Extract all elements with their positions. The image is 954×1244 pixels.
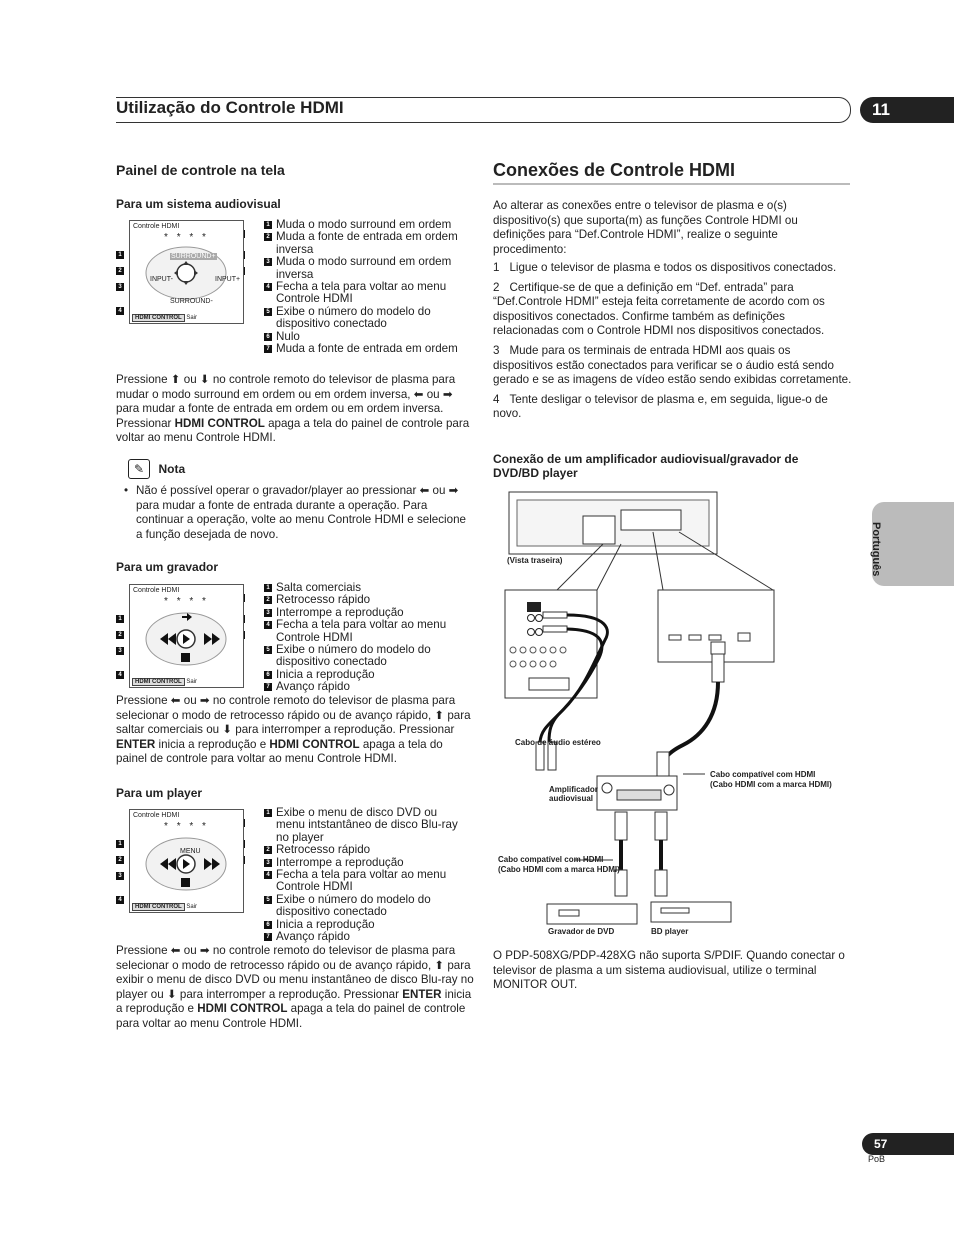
label-bd-player: BD player [651, 927, 689, 936]
legend-text: Avanço rápido [276, 680, 350, 694]
legend-text: Inicia a reprodução [276, 667, 375, 681]
legend-item [264, 256, 469, 281]
panel-num: 4 [116, 671, 124, 679]
right-arrow-icon: ➡ [199, 944, 210, 957]
panel-num: 2 [116, 631, 124, 639]
legend-item [264, 343, 469, 355]
panel-rec [129, 584, 244, 688]
legend-number: 6 [264, 333, 272, 341]
legend-text: Muda o modo surround em ordem [276, 218, 452, 231]
pencil-icon: ✎ [128, 459, 150, 479]
panel-foot [132, 679, 197, 685]
legend-text: Exibe o número do modelo do dispositivo conectado [276, 304, 431, 331]
panel-foot [132, 904, 197, 910]
joystick-icon [130, 243, 243, 303]
panel-rec-wrap [116, 584, 256, 690]
down-arrow-icon: ⬇ [166, 987, 177, 1001]
legend-text: Avanço rápido [276, 930, 350, 944]
panel-title: Controle HDMI [133, 587, 180, 594]
step-item [493, 344, 853, 388]
panel-num: 3 [116, 283, 124, 291]
left-arrow-icon: ⬅ [419, 484, 430, 497]
panel-exit: Sair [186, 904, 198, 910]
legend-item [264, 281, 469, 306]
para-recorder: Pressione ⬅ ou ➡ no controle remoto do televisor de plasma para selecionar o modo de retrocesso rápido ou de avanço rápido, ⬆ para saltar comerciais ou ⬇ para interromper a reprodução. Pressionar ENTER inicia a reprodução e HDMI CONTROL apaga a tela do painel de controle para voltar ao menu Controle HDMI. [116, 694, 471, 766]
left-arrow-icon: ⬅ [170, 694, 181, 707]
panel-stars: * * * * [164, 596, 209, 607]
panel-num: 4 [116, 307, 124, 315]
legend-number: 2 [264, 233, 272, 241]
legend-player [264, 807, 469, 943]
right-arrow-icon: ➡ [442, 387, 453, 401]
panel-num: 3 [116, 647, 124, 655]
panel-player [129, 809, 244, 913]
label-hdmi-cable-1b: (Cabo HDMI com a marca HDMI) [710, 780, 832, 789]
panel-right: INPUT+ [215, 276, 241, 283]
step-number: 1 [493, 261, 500, 274]
legend-text: Exibe o número do modelo do dispositivo conectado [276, 892, 431, 919]
label-hdmi-cable-1: Cabo compatível com HDMI [710, 770, 816, 779]
panel-num: 3 [116, 872, 124, 880]
step-item [493, 261, 853, 276]
step-text: Tente desligar o televisor de plasma e, em seguida, ligue-o de novo. [493, 392, 828, 421]
label-hdmi-cable-2b: (Cabo HDMI com a marca HDMI) [498, 865, 620, 874]
legend-text: Retrocesso rápido [276, 843, 371, 857]
panel-num: 4 [116, 896, 124, 904]
legend-number: 4 [264, 871, 272, 879]
legend-number: 3 [264, 258, 272, 266]
legend-item [264, 894, 469, 919]
heading-av: Para um sistema audiovisual [116, 197, 281, 211]
left-arrow-icon: ⬅ [170, 944, 181, 957]
legend-number: 7 [264, 933, 272, 941]
legend-item [264, 681, 469, 693]
panel-bottom: SURROUND- [170, 298, 213, 305]
legend-number: 2 [264, 846, 272, 854]
footer-note: O PDP-508XG/PDP-428XG não suporta S/PDIF. Quando conectar o televisor de plasma a um sistema audiovisual, utilize o terminal MONITOR OUT. [493, 949, 845, 992]
legend-number: 3 [264, 609, 272, 617]
heading-player: Para um player [116, 786, 203, 800]
step-number: 4 [493, 392, 500, 406]
hdmi-control-button[interactable]: HDMI CONTROL [132, 314, 185, 322]
panel-stars: * * * * [164, 232, 209, 243]
panel-foot [132, 315, 197, 321]
playback-control-icon [130, 832, 243, 892]
note-title: Nota [158, 462, 186, 477]
sub-heading-connection: Conexão de um amplificador audiovisual/gravador de DVD/BD player [493, 452, 799, 480]
page-title: Utilização do Controle HDMI [116, 98, 344, 117]
hdmi-control-button[interactable]: HDMI CONTROL [132, 903, 185, 911]
panel-top: MENU [180, 848, 201, 855]
legend-number: 2 [264, 596, 272, 604]
legend-text: Fecha a tela para voltar ao menu Controle HDMI [276, 618, 447, 644]
steps-list [493, 261, 853, 427]
para-av: Pressione ⬆ ou ⬇ no controle remoto do televisor de plasma para mudar o modo surround em ordem ou em ordem inversa, ⬅ ou ➡ para mudar a fonte de entrada em ordem ou em ordem inversa. Pressionar HDMI CONTROL apaga a tela do painel de controle para voltar ao menu Controle HDMI. [116, 373, 470, 445]
panel-num: 1 [116, 251, 124, 259]
hdmi-control-button[interactable]: HDMI CONTROL [132, 678, 185, 686]
down-arrow-icon: ⬇ [199, 373, 210, 386]
section-title-panel: Painel de controle na tela [116, 162, 285, 178]
step-text: Mude para os terminais de entrada HDMI aos quais os dispositivos estão conectados para verificar se o áudio está sendo gerado e se as imagens de vídeo estão sendo exibidas corretamente. [493, 343, 852, 387]
panel-title: Controle HDMI [133, 812, 180, 819]
down-arrow-icon: ⬇ [222, 723, 233, 737]
language-tab [872, 502, 954, 586]
legend-text: Retrocesso rápido [276, 593, 371, 607]
legend-text: Fecha a tela para voltar ao menu Controle HDMI [276, 280, 447, 306]
step-text: Ligue o televisor de plasma e todos os dispositivos conectados. [509, 261, 837, 274]
panel-stars: * * * * [164, 821, 209, 832]
legend-number: 1 [264, 584, 272, 592]
legend-item [264, 869, 469, 894]
legend-item [264, 807, 469, 844]
step-item [493, 281, 853, 339]
up-arrow-icon: ⬆ [434, 708, 445, 722]
legend-number: 5 [264, 896, 272, 904]
legend-number: 1 [264, 221, 272, 229]
legend-item [264, 619, 469, 644]
panel-left: INPUT- [150, 276, 173, 283]
legend-text: Fecha a tela para voltar ao menu Controle HDMI [276, 868, 447, 894]
label-amplifier: Amplificador audiovisual [549, 785, 598, 803]
legend-item [264, 306, 469, 331]
step-number: 2 [493, 280, 500, 294]
step-number: 3 [493, 343, 500, 357]
legend-number: 7 [264, 683, 272, 691]
label-rear-view: (Vista traseira) [507, 556, 563, 565]
title-rule [493, 183, 850, 185]
legend-number: 1 [264, 809, 272, 817]
legend-number: 6 [264, 921, 272, 929]
panel-num: 2 [116, 856, 124, 864]
legend-number: 7 [264, 345, 272, 353]
panel-av-wrap [116, 220, 256, 326]
panel-num: 2 [116, 267, 124, 275]
legend-number: 5 [264, 308, 272, 316]
legend-number: 4 [264, 283, 272, 291]
heading-recorder: Para um gravador [116, 560, 219, 574]
legend-number: 4 [264, 621, 272, 629]
page-code: PoB [868, 1154, 886, 1164]
legend-number: 6 [264, 671, 272, 679]
note-header [128, 459, 185, 479]
legend-item [264, 931, 469, 943]
legend-text: Exibe o número do modelo do dispositivo conectado [276, 643, 431, 669]
legend-item [264, 594, 469, 606]
label-dvd-recorder: Gravador de DVD [548, 927, 615, 936]
panel-num: 1 [116, 615, 124, 623]
left-arrow-icon: ⬅ [413, 387, 424, 401]
panel-top: SURROUND+ [171, 253, 216, 260]
panel-exit: Sair [186, 679, 198, 685]
language-label: Português [870, 522, 882, 577]
legend-item [264, 231, 469, 256]
legend-text: Exibe o menu de disco DVD ou menu intstantâneo de disco Blu-ray no player [276, 806, 458, 844]
legend-item [264, 644, 469, 669]
legend-text: Interrompe a reprodução [276, 605, 404, 619]
step-item [493, 393, 853, 422]
note-bullet: • Não é possível operar o gravador/player ao pressionar ⬅ ou ➡ para mudar a fonte de entrada durante a operação. Para continuar a operação, volte ao menu Controle HDMI e selecione a função desejada de novo. [124, 484, 466, 541]
legend-text: Muda a fonte de entrada em ordem [276, 342, 458, 356]
label-hdmi-cable-2: Cabo compatível com HDMI [498, 855, 604, 864]
panel-exit: Sair [186, 315, 198, 321]
legend-text: Interrompe a reprodução [276, 855, 404, 869]
label-audio-cable: Cabo de áudio estéreo [515, 738, 601, 747]
legend-text: Muda a fonte de entrada em ordem inversa [276, 230, 458, 256]
legend-number: 5 [264, 646, 272, 654]
section-title-connections: Conexões de Controle HDMI [493, 160, 736, 180]
intro-text: Ao alterar as conexões entre o televisor de plasma e o(s) dispositivo(s) que suporta(m) as funções Controle HDMI ou definições para “Def.Controle HDMI”, realize o seguinte procedimento: [493, 199, 798, 256]
legend-number: 3 [264, 859, 272, 867]
legend-text: Nulo [276, 329, 300, 343]
para-player: Pressione ⬅ ou ➡ no controle remoto do televisor de plasma para selecionar o modo de retrocesso rápido ou de avanço rápido, ⬆ para exibir o menu de disco DVD ou menu instantâneo de disco Blu-ray no player ou ⬇ para interromper a reprodução. Pressionar ENTER inicia a reprodução e HDMI CONTROL apaga a tela do painel de controle para voltar ao menu Controle HDMI. [116, 944, 474, 1030]
panel-num: 1 [116, 840, 124, 848]
legend-text: Salta comerciais [276, 581, 362, 594]
panel-title: Controle HDMI [133, 223, 180, 230]
step-text: Certifique-se de que a definição em “Def. entrada” para “Def.Controle HDMI” esteja feita corretamente de acordo com os dispositivos conectados. Confirme também as definições relacionadas com o Controle HDMI nos dispositivos conectados. [493, 280, 825, 338]
right-arrow-icon: ➡ [199, 694, 210, 707]
legend-av [264, 219, 469, 355]
legend-text: Inicia a reprodução [276, 917, 375, 931]
legend-text: Muda o modo surround em ordem inversa [276, 255, 452, 281]
chapter-tab: 11 [860, 97, 954, 123]
right-arrow-icon: ➡ [448, 484, 459, 497]
panel-av [129, 220, 244, 324]
up-arrow-icon: ⬆ [434, 958, 445, 972]
panel-player-wrap [116, 809, 256, 915]
page-number: 57 [862, 1133, 954, 1155]
up-arrow-icon: ⬆ [170, 373, 181, 386]
playback-control-icon [130, 607, 243, 667]
legend-recorder [264, 582, 469, 694]
legend-item [264, 844, 469, 856]
